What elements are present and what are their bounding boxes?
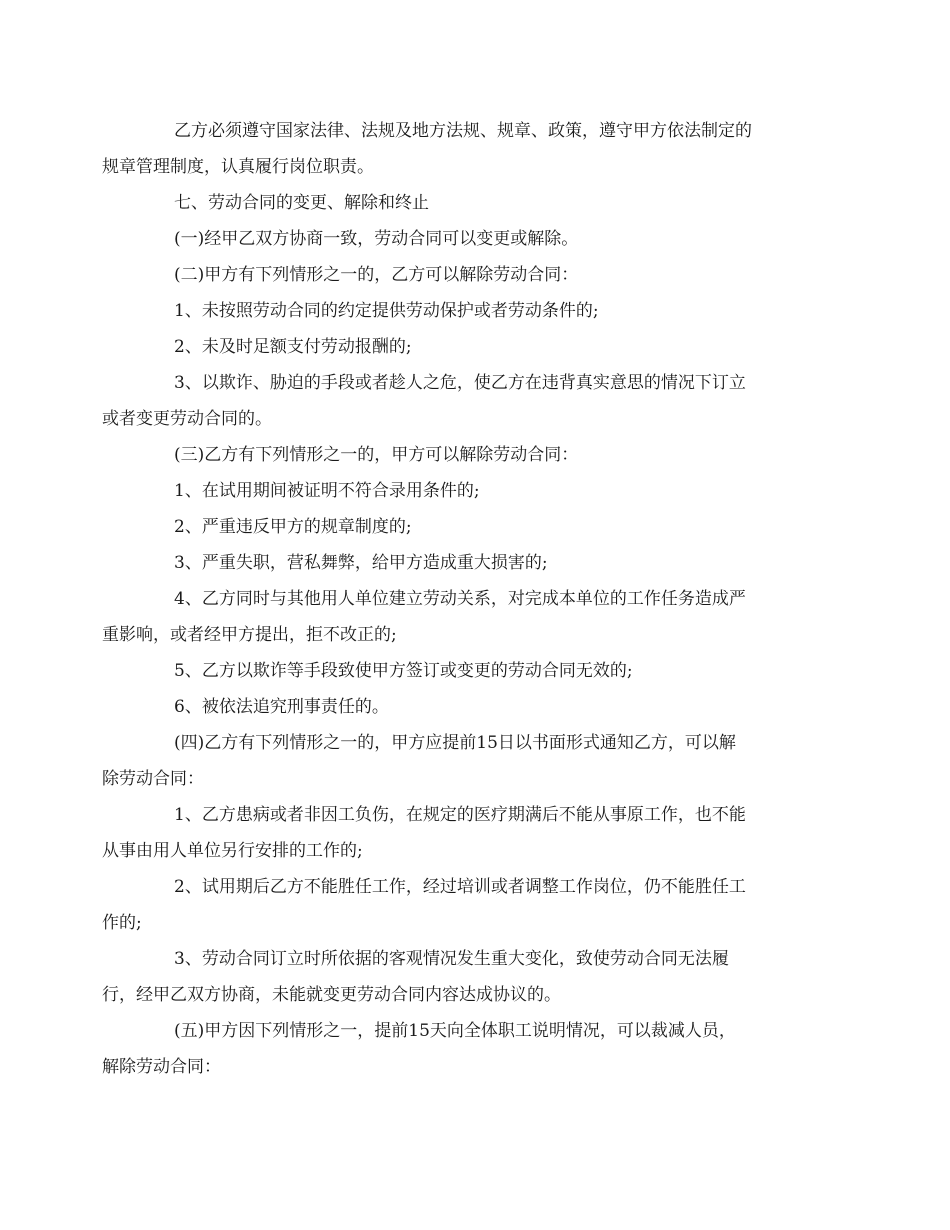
text-line: 1、未按照劳动合同的约定提供劳动保护或者劳动条件的;: [174, 301, 599, 321]
paragraph: [102, 1013, 814, 1085]
text-line: 6、被依法追究刑事责任的。: [174, 697, 389, 717]
text-line: 3、严重失职，营私舞弊，给甲方造成重大损害的;: [174, 553, 548, 573]
list-item: [138, 329, 814, 365]
paragraph: [138, 221, 814, 257]
paragraph: [138, 437, 814, 473]
text-line: 重影响，或者经甲方提出，拒不改正的;: [102, 625, 397, 645]
text-line: 3、劳动合同订立时所依据的客观情况发生重大变化，致使劳动合同无法履: [174, 949, 729, 969]
list-item: [138, 509, 814, 545]
paragraph: [102, 113, 814, 185]
text-line: 从事由用人单位另行安排的工作的;: [102, 841, 363, 861]
section-heading: [138, 185, 814, 221]
text-line: 5、乙方以欺诈等手段致使甲方签订或变更的劳动合同无效的;: [174, 661, 633, 681]
text-line: 4、乙方同时与其他用人单位建立劳动关系，对完成本单位的工作任务造成严: [174, 589, 746, 609]
text-line: 除劳动合同：: [102, 769, 204, 789]
list-item: [102, 797, 814, 869]
text-line: 或者变更劳动合同的。: [102, 409, 272, 429]
text-line: 作的;: [102, 913, 142, 933]
text-line: 行，经甲乙双方协商，未能就变更劳动合同内容达成协议的。: [102, 985, 561, 1005]
list-item: [102, 941, 814, 1013]
document-body: [102, 113, 814, 1085]
text-line: (一)经甲乙双方协商一致，劳动合同可以变更或解除。: [174, 229, 579, 249]
text-line: 乙方必须遵守国家法律、法规及地方法规、规章、政策，遵守甲方依法制定的: [174, 121, 752, 141]
text-line: 解除劳动合同：: [102, 1057, 221, 1077]
paragraph: [138, 257, 814, 293]
list-item: [138, 293, 814, 329]
text-line: 3、以欺诈、胁迫的手段或者趁人之危，使乙方在违背真实意思的情况下订立: [174, 373, 746, 393]
list-item: [138, 545, 814, 581]
list-item: [102, 365, 814, 437]
text-line: 1、在试用期间被证明不符合录用条件的;: [174, 481, 480, 501]
list-item: [138, 689, 814, 725]
text-line: 1、乙方患病或者非因工负伤，在规定的医疗期满后不能从事原工作，也不能: [174, 805, 746, 825]
text-line: 规章管理制度，认真履行岗位职责。: [102, 157, 374, 177]
list-item: [102, 581, 814, 653]
text-line: 七、劳动合同的变更、解除和终止: [174, 193, 429, 213]
text-line: (二)甲方有下列情形之一的，乙方可以解除劳动合同：: [174, 265, 579, 285]
list-item: [138, 473, 814, 509]
text-line: 2、试用期后乙方不能胜任工作，经过培训或者调整工作岗位，仍不能胜任工: [174, 877, 746, 897]
paragraph: [102, 725, 814, 797]
text-line: 2、严重违反甲方的规章制度的;: [174, 517, 412, 537]
text-line: (五)甲方因下列情形之一，提前15天向全体职工说明情况，可以裁减人员，: [174, 1021, 736, 1041]
list-item: [138, 653, 814, 689]
text-line: (四)乙方有下列情形之一的，甲方应提前15日以书面形式通知乙方，可以解: [174, 733, 736, 753]
text-line: 2、未及时足额支付劳动报酬的;: [174, 337, 412, 357]
list-item: [102, 869, 814, 941]
text-line: (三)乙方有下列情形之一的，甲方可以解除劳动合同：: [174, 445, 579, 465]
